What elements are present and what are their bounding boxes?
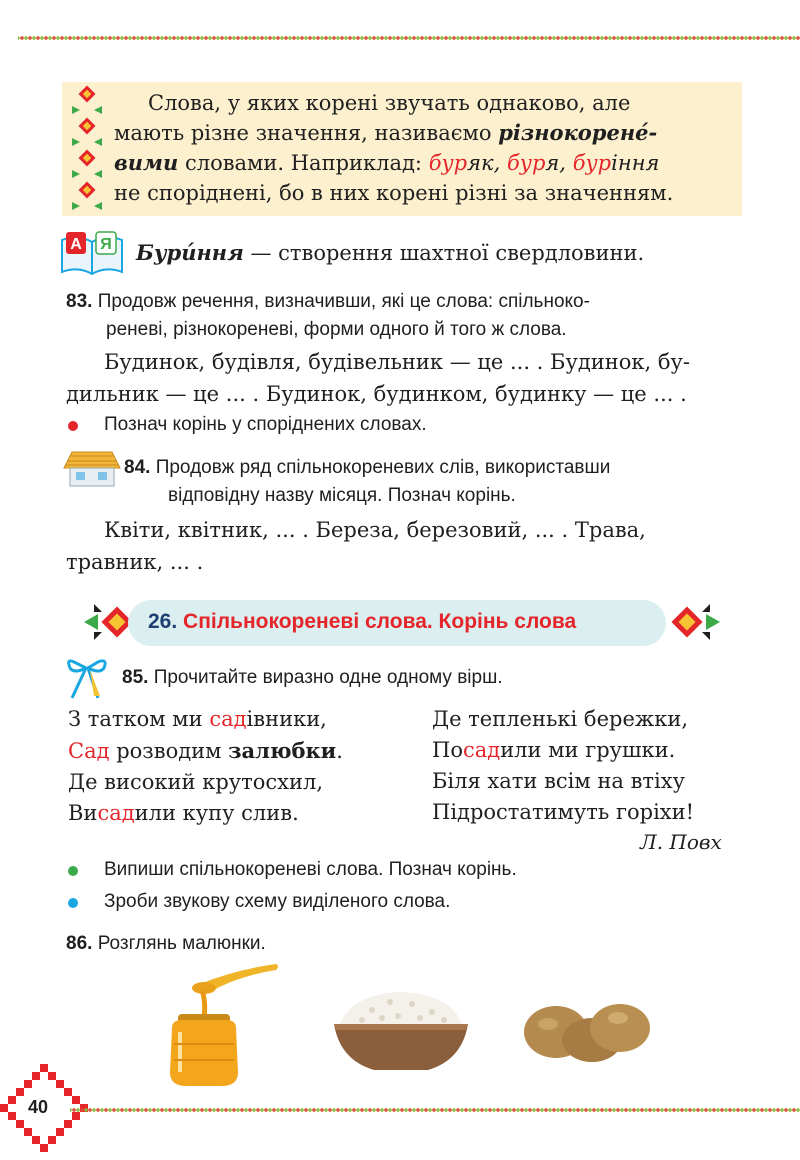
poem-left-column xyxy=(68,704,398,829)
task-85-bullet-2: Зроби звукову схему виділеного слова. xyxy=(104,891,451,912)
task-number: 84. xyxy=(124,457,151,478)
example-root: бур xyxy=(506,151,546,175)
task-83-instruction: 83. Продовж речення, визначивши, які це слова: спільноко- реневі, різнокореневі, форми одного й того ж слова. xyxy=(66,291,590,340)
dictionary-term: Бури́ння xyxy=(136,240,244,265)
rule-line-1: Слова, у яких корені звучать однаково, але xyxy=(148,91,631,115)
dictionary-book-icon xyxy=(60,230,124,276)
ribbon-icon xyxy=(64,656,112,700)
red-bullet xyxy=(68,421,78,431)
section-title xyxy=(148,610,576,634)
rule-line-4: не споріднені, бо в них корені різні за значенням. xyxy=(114,181,674,205)
bottom-ornament-border xyxy=(70,1106,800,1114)
task-86-instruction: 86. Розглянь малюнки. xyxy=(66,933,266,954)
poem-line: Де тепленькі бережки, xyxy=(432,707,688,731)
top-ornament-border xyxy=(18,34,800,42)
task-84-text: Квіти, квітник, ... . Береза, березовий, ... . Трава, травник, ... . xyxy=(66,518,646,574)
poem-line: З татком ми садівники, xyxy=(68,707,327,731)
dictionary-entry xyxy=(136,240,644,265)
task-number: 83. xyxy=(66,291,93,312)
blue-bullet xyxy=(68,898,78,908)
task-84-instruction: 84. Продовж ряд спільнокореневих слів, використавши відповідну назву місяця. Познач корінь. xyxy=(124,457,611,506)
embroidery-ornament-icon xyxy=(68,84,106,214)
dictionary-letter-a: А xyxy=(70,236,82,253)
example-root: бур xyxy=(572,151,612,175)
rule-line-3: вими словами. Наприклад: буряк, буря, буріння xyxy=(114,150,660,175)
rule-text xyxy=(114,88,730,208)
section-heading: Спільнокореневі слова. Корінь слова xyxy=(177,610,577,633)
page-number: 40 xyxy=(28,1097,49,1117)
banner-ornament-right-icon xyxy=(660,600,720,646)
honey-jar-picture xyxy=(164,962,284,1088)
poem-line: Підростатимуть горіхи! xyxy=(432,800,695,824)
green-bullet xyxy=(68,866,78,876)
rule-line-2: мають різне значення, називаємо різнокорене́- xyxy=(114,120,658,145)
task-85-instruction: 85. Прочитайте виразно одне одному вірш. xyxy=(122,667,503,688)
house-icon xyxy=(62,448,122,488)
task-83-text: Будинок, будівля, будівельник — це ... . Будинок, бу- дильник — це ... . Будинок, будинком, будинку — це ... . xyxy=(66,350,690,406)
cottage-cheese-bowl-picture xyxy=(332,984,470,1076)
task-number: 85. xyxy=(122,667,149,688)
poem-line: Сад розводим залюбки. xyxy=(68,738,343,763)
poem-line: Біля хати всім на втіху xyxy=(432,769,685,793)
poem-right-column xyxy=(432,704,752,828)
poem-line: Де високий крутосхил, xyxy=(68,770,323,794)
example-root: бур xyxy=(428,151,468,175)
poem-line: Висадили купу слив. xyxy=(68,801,299,825)
poem-author: Л. Повх xyxy=(640,830,722,854)
highlighted-word: залюбки xyxy=(228,738,337,763)
task-number: 86. xyxy=(66,933,93,954)
section-number: 26. xyxy=(148,610,178,633)
potatoes-picture xyxy=(522,996,652,1066)
term-different-root: різнокорене́- xyxy=(498,120,658,145)
poem-line: Посадили ми грушки. xyxy=(432,738,676,762)
dictionary-letter-ya: Я xyxy=(100,236,112,253)
task-83-bullet: Познач корінь у споріднених словах. xyxy=(104,414,427,435)
dictionary-definition: — створення шахтної свердловини. xyxy=(243,241,645,265)
task-85-bullet-1: Випиши спільнокореневі слова. Познач корінь. xyxy=(104,859,517,880)
